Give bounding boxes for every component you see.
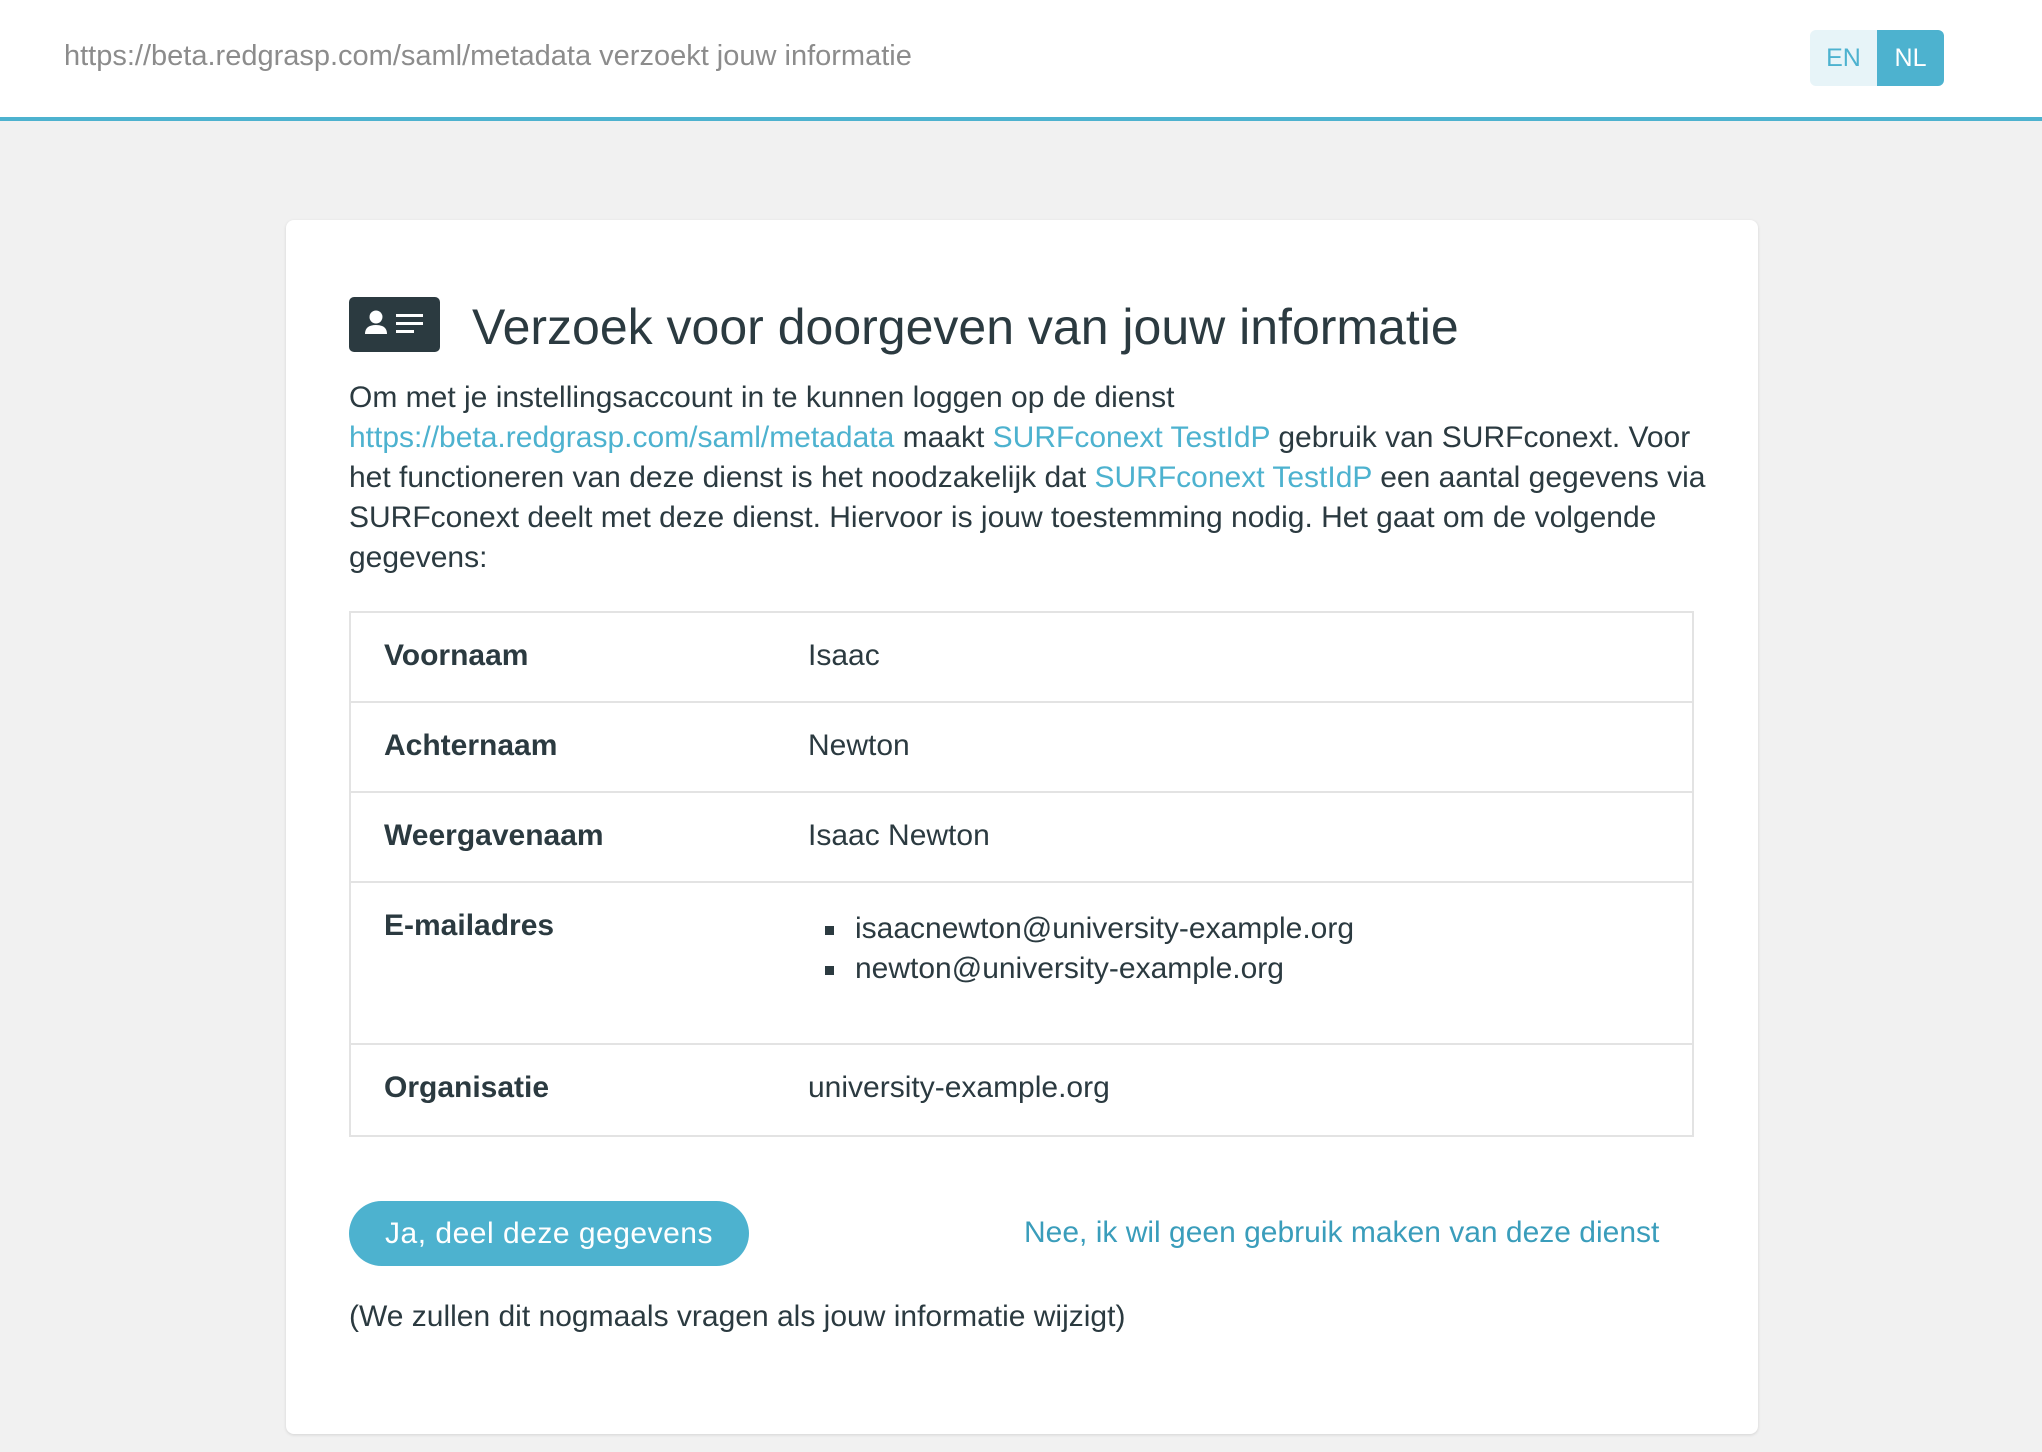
table-row	[351, 1045, 1692, 1135]
list-item: isaacnewton@university-example.org	[808, 909, 1354, 949]
user-card-icon	[349, 297, 440, 352]
attribute-value: Newton	[808, 729, 910, 762]
attribute-label: Weergavenaam	[384, 819, 604, 852]
intro-part-3: gebruik van SURFconext. Voor het functioneren van deze dienst is het noodzakelijk dat	[349, 421, 1691, 494]
language-en-button[interactable]: EN	[1810, 30, 1877, 86]
page-title: Verzoek voor doorgeven van jouw informatie	[472, 299, 1459, 355]
intro-text	[349, 378, 1709, 578]
intro-part-1: Om met je instellingsaccount in te kunnen loggen op de dienst	[349, 381, 1175, 414]
table-row	[351, 613, 1692, 703]
consent-card	[286, 220, 1758, 1434]
table-row	[351, 793, 1692, 883]
intro-part-2: maakt	[894, 421, 993, 454]
idp-link[interactable]: SURFconext TestIdP	[1094, 461, 1372, 494]
top-bar	[0, 0, 2042, 121]
attribute-value: university-example.org	[808, 1071, 1110, 1104]
attribute-label: Achternaam	[384, 729, 558, 762]
accept-button[interactable]: Ja, deel deze gegevens	[349, 1201, 749, 1266]
idp-link[interactable]: SURFconext TestIdP	[992, 421, 1271, 454]
service-link[interactable]: https://beta.redgrasp.com/saml/metadata	[349, 421, 895, 454]
footnote: (We zullen dit nogmaals vragen als jouw informatie wijzigt)	[349, 1300, 1126, 1333]
attribute-value: Isaac	[808, 639, 880, 672]
request-header-title: https://beta.redgrasp.com/saml/metadata verzoekt jouw informatie	[64, 40, 912, 72]
attribute-label: E-mailadres	[384, 909, 555, 942]
attribute-label: Voornaam	[384, 639, 529, 672]
attribute-value: Isaac Newton	[808, 819, 990, 852]
attribute-label: Organisatie	[384, 1071, 550, 1104]
table-row	[351, 883, 1692, 1045]
intro-part-4: een aantal gegevens via SURFconext deelt met deze dienst. Hiervoor is jouw toestemming nodig. Het gaat om de volgende gegevens:	[349, 461, 1706, 574]
decline-link[interactable]: Nee, ik wil geen gebruik maken van deze dienst	[1024, 1216, 1660, 1249]
attribute-value-list	[808, 909, 1354, 989]
language-switcher	[1810, 30, 1944, 86]
list-item: newton@university-example.org	[808, 949, 1354, 989]
attributes-table	[349, 611, 1694, 1137]
table-row	[351, 703, 1692, 793]
language-nl-button[interactable]: NL	[1877, 30, 1944, 86]
